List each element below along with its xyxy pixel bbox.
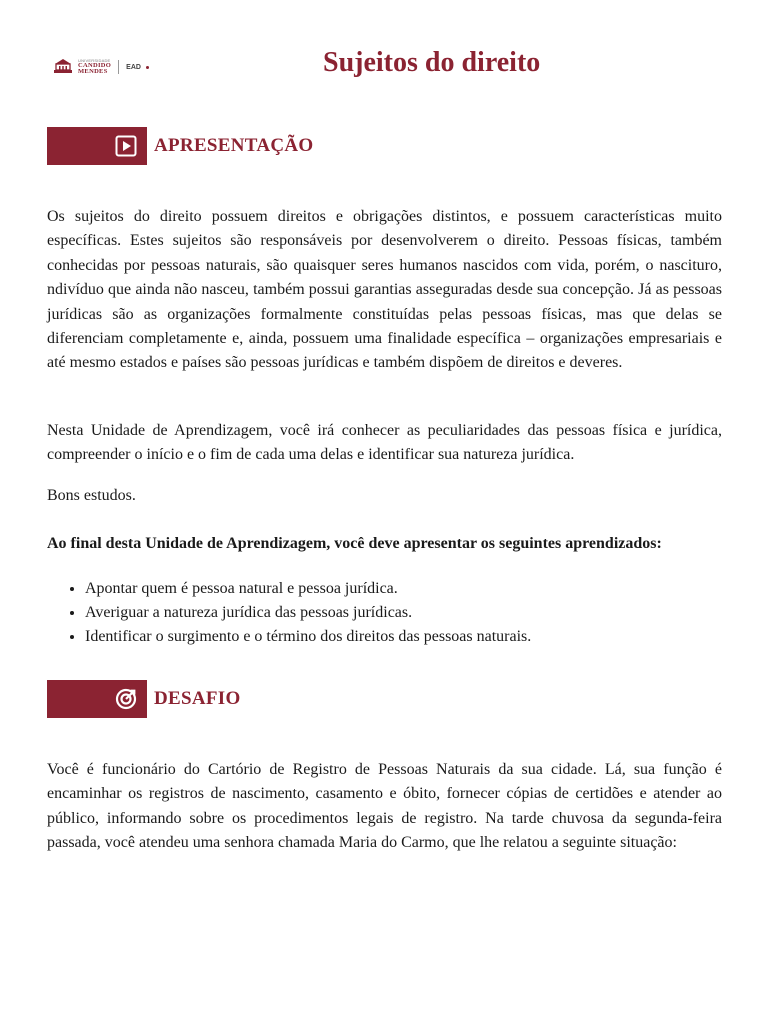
- challenge-paragraph: Você é funcionário do Cartório de Registro de Pessoas Naturais da sua cidade. Lá, sua função é encaminhar os registros de nascimento, casamento e óbito, fornecer cópias de certidões e atender ao público, informando sobre os procedimentos legais de registro. Na tarde chuvosa da segunda-feira passada, você atendeu uma senhora chamada Maria do Carmo, que lhe relatou a seguinte situação:: [47, 761, 722, 852]
- university-seal-icon: [52, 56, 74, 78]
- play-icon: [115, 135, 137, 157]
- university-logo: [52, 55, 149, 79]
- page-header: [0, 0, 768, 100]
- section-header-apresentacao: [47, 127, 314, 165]
- logo-dot: [146, 66, 149, 69]
- logo-ead: EAD: [126, 63, 141, 71]
- logo-line-1: UNIVERSIDADE: [78, 57, 111, 63]
- list-item: • Apontar quem é pessoa natural e pessoa jurídica.: [85, 577, 765, 601]
- intro-paragraph: Bons estudos.: [47, 487, 136, 504]
- page-title: Sujeitos do direito: [323, 47, 541, 78]
- logo-line-2: CANDIDO: [78, 61, 112, 69]
- intro-paragraph: Nesta Unidade de Aprendizagem, você irá conhecer as peculiaridades das pessoas física e jurídica, compreender o início e o fim de cada uma delas e identificar sua natureza jurídica.: [47, 422, 722, 464]
- logo-line-3: MENDES: [78, 68, 108, 75]
- logo-divider: [118, 60, 119, 74]
- section-bar: [47, 127, 147, 165]
- section-label: APRESENTAÇÃO: [154, 135, 314, 156]
- section-bar: [47, 680, 147, 718]
- logo-wordmark: [78, 59, 111, 76]
- section-label: DESAFIO: [154, 688, 241, 709]
- objectives-list: [47, 577, 765, 650]
- list-item: • Averiguar a natureza jurídica das pessoas jurídicas.: [85, 601, 765, 625]
- intro-paragraph: Os sujeitos do direito possuem direitos e obrigações distintos, e possuem características muito específicas. Estes sujeitos são responsáveis por desenvolverem o direito. Pessoas físicas, também conhecidas por pessoas naturais, são quaisquer seres humanos nascidos com vida, porém, o nascituro, ndivíduo que ainda não nasceu, também possui garantias asseguradas desde sua concepção. Já as pessoas jurídicas são as organizações formalmente constituídas pelas pessoas físicas, mas que delas se diferenciam completamente e, ainda, possuem uma finalidade específica – organizações empresariais e até mesmo estados e países são pessoas jurídicas e também dispõem de direitos e deveres.: [47, 208, 722, 372]
- section-header-desafio: [47, 680, 241, 718]
- target-icon: [115, 688, 137, 710]
- list-item: • Identificar o surgimento e o término dos direitos das pessoas naturais.: [85, 625, 765, 649]
- objectives-heading: Ao final desta Unidade de Aprendizagem, você deve apresentar os seguintes aprendizados:: [47, 535, 662, 552]
